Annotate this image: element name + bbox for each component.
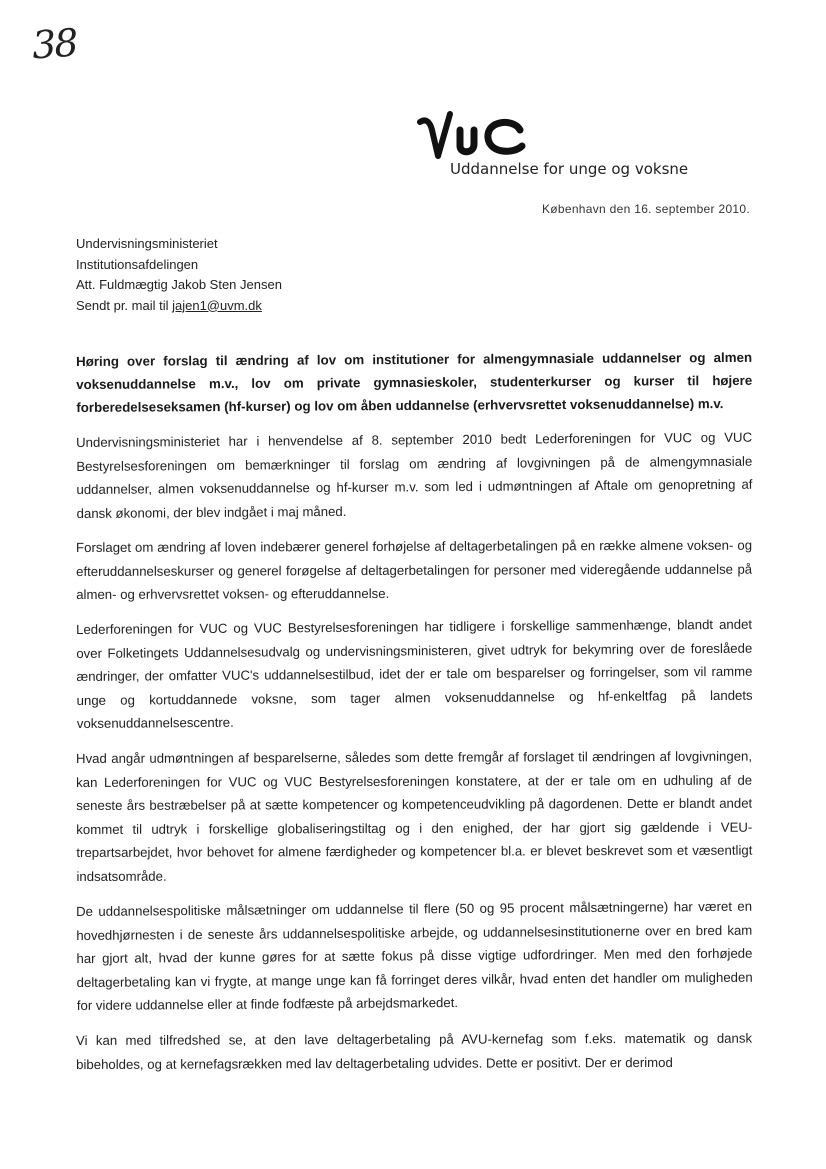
recipient-address: [76, 234, 282, 316]
address-line-ministry: Undervisningsministeriet: [76, 236, 218, 251]
vuc-logo: [416, 108, 716, 188]
body-paragraph-1: Undervisningsministeriet har i henvendelse af 8. september 2010 bedt Lederforeningen for VUC og VUC Bestyrelsesforeningen om bemærkninger til forslag om ændring af lovgivningen på de almengymnasiale uddannelser, almen voksenuddannelse og hf-kurser m.v. som led i udmøntningen af Aftale om genopretning af dansk økonomi, der blev indgået i maj måned.: [76, 429, 753, 521]
body-paragraph-3: Lederforeningen for VUC og VUC Bestyrelsesforeningen har tidligere i forskellige sammenhænge, blandt andet over Folketingets Uddannelsesudvalg og undervisningsministeren, givet udtryk for bekymring over de foreslåede ændringer, der omfatter VUC's uddannelsestilbud, idet der er tale om besparelser og forringelser, som vil ramme unge og kortuddannede voksne, som tager almen voksenuddannelse og hf-enkeltfag på landets voksenuddannelsescentre.: [76, 616, 753, 732]
logo-tagline: Uddannelse for unge og voksne: [450, 160, 689, 178]
letter-body: [76, 431, 752, 1087]
body-paragraph-4: Hvad angår udmøntningen af besparelserne, således som dette fremgår af forslaget til ændringen af lovgivningen, kan Lederforeningen for VUC og VUC Bestyrelsesforeningen konstatere, at der er tale om en udhuling af de seneste års bestræbelser på at sætte kompetencer og kompetenceudvikling på dagordenen. Dette er blandt andet kommet til udtryk i forskellige globaliseringstiltag og i den enighed, der har gjort sig gældende i VEU-trepartsarbejdet, hvor behovet for almene færdigheder og kompetencer bl.a. er blevet beskrevet som et væsentligt indsatsområde.: [76, 748, 753, 885]
email-link[interactable]: jajen1@uvm.dk: [172, 297, 262, 313]
body-paragraph-5: De uddannelsespolitiske målsætninger om uddannelse til flere (50 og 95 procent målsætningerne) har været en hovedhjørnesten i de seneste års uddannelsespolitiske arbejde, og uddannelsesinstitutionerne over en bred kam har gjort alt, hvad der kunne gøres for at sætte fokus på disse vigtige udfordringer. Men med den forhøjede deltagerbetaling kan vi frygte, at mange unge kan få forringet deres vilkår, hvad enten det handler om muligheden for videre uddannelse eller at finde fodfæste på arbejdsmarkedet.: [76, 898, 753, 1014]
address-line-sent-by: [76, 296, 282, 317]
date-line: København den 16. september 2010.: [541, 202, 750, 216]
body-paragraph-6: Vi kan med tilfredshed se, at den lave deltagerbetaling på AVU-kernefag som f.eks. matematik og dansk bibeholdes, og at kernefagsrækken med lav deltagerbetaling udvides. Dette er positivt. Der er derimod: [76, 1030, 753, 1072]
sent-by-label: Sendt pr. mail til: [76, 297, 173, 313]
address-line-department: Institutionsafdelingen: [76, 256, 199, 272]
handwritten-page-number: 38: [30, 20, 78, 68]
body-paragraph-2: Forslaget om ændring af loven indebærer generel forhøjelse af deltagerbetalingen på en række almene voksen- og efteruddannelseskurser og generel forøgelse af deltagerbetalingen for personer med videregående uddannelse på almen- og erhvervsrettet voksen- og efteruddannelse.: [76, 538, 753, 603]
vuc-logo-mark: [416, 108, 556, 168]
letter-subject: Høring over forslag til ændring af lov om institutioner for almengymnasiale uddannelser og almen voksenuddannelse m.v., lov om private gymnasieskoler, studenterkurser og kurser til højere forberedelseseksamen (hf-kurser) og lov om åben uddannelse (erhvervsrettet voksenuddannelse) m.v.: [76, 349, 753, 415]
address-line-attention: Att. Fuldmægtig Jakob Sten Jensen: [76, 277, 282, 292]
